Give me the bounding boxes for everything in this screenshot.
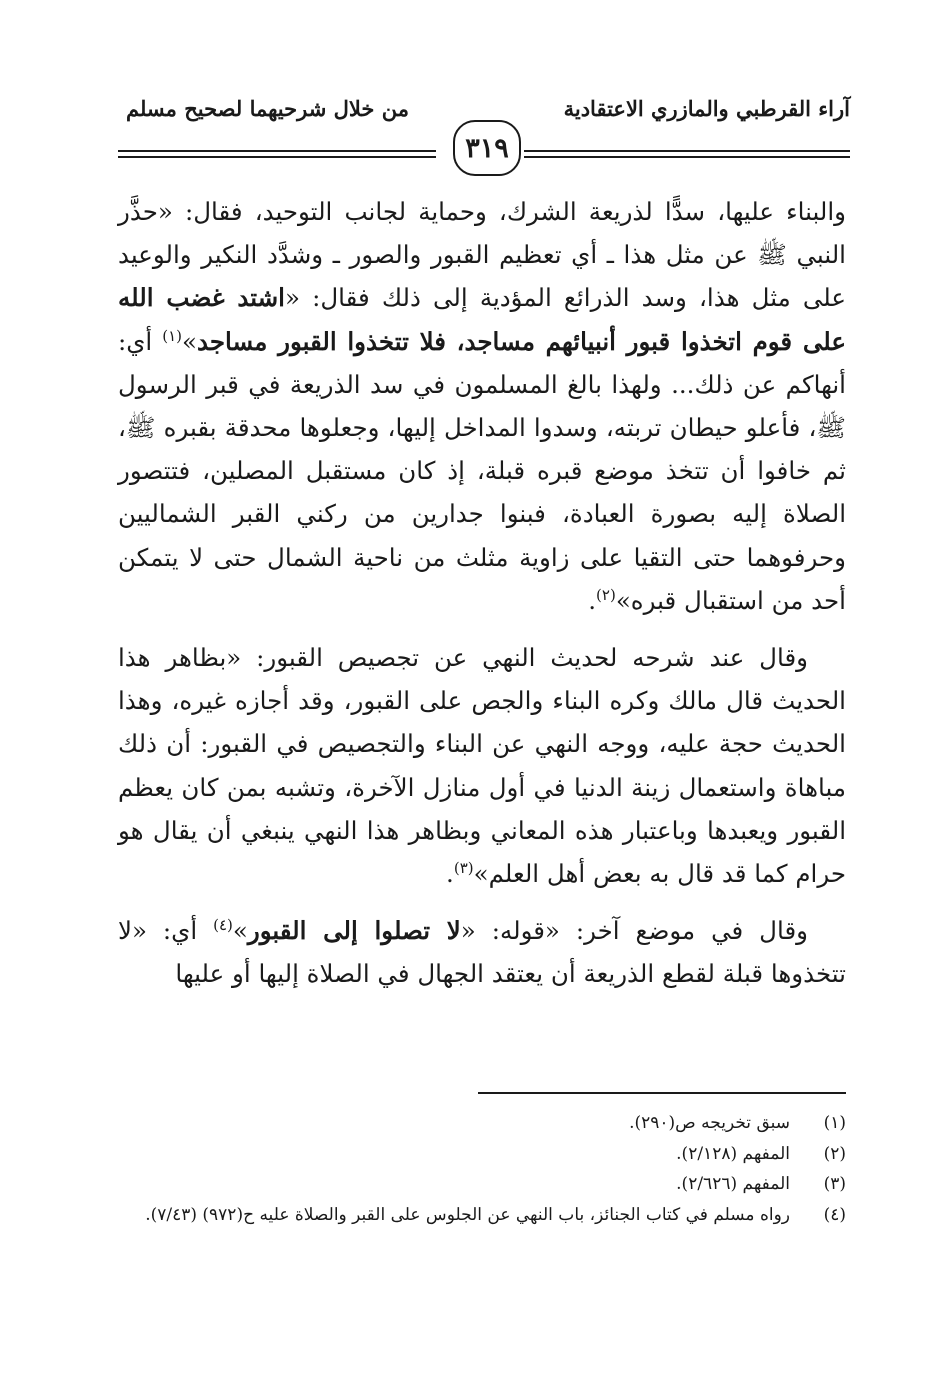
footnote-number: (٤) <box>823 1204 846 1225</box>
footnote-text: رواه مسلم في كتاب الجنائز، باب النهي عن الجلوس على القبر والصلاة عليه ح(٩٧٢) (٧/٤٣). <box>145 1204 790 1225</box>
header-rule-right-top <box>524 150 850 152</box>
footnote-number: (٢) <box>823 1143 846 1164</box>
p1-hadith-quote: اشتد غضب الله على قوم اتخذوا قبور أنبيائهم مساجد، فلا تتخذوا القبور مساجد <box>118 283 846 356</box>
footnote-text: المفهم (٢/٦٢٦). <box>676 1174 790 1194</box>
p1-text-a: والبناء عليها، سدًّا لذريعة الشرك، وحماية لجانب التوحيد، فقال: «حذَّر النبي ﷺ عن مثل هذا ـ أي تعظيم القبور والصور ـ وشدَّد النكير والوعيد على مثل هذا، وسد الذرائع المؤدية إلى ذلك فقال: « <box>118 197 846 313</box>
footnote-number: (٣) <box>823 1174 846 1194</box>
header-rule-left-bottom <box>118 156 436 158</box>
paragraph-1 <box>118 190 846 622</box>
page-number: ٣١٩ <box>453 120 521 176</box>
p1-text-d: . <box>588 585 597 615</box>
footnote-3 <box>100 1169 846 1200</box>
main-text <box>118 190 846 996</box>
footnote-ref-1: (١) <box>162 326 182 345</box>
footnote-ref-3: (٣) <box>453 858 474 877</box>
footnotes <box>100 1108 846 1230</box>
p3-hadith-quote: لا تصلوا إلى القبور <box>247 916 461 946</box>
footnote-4 <box>100 1200 846 1231</box>
footnote-text: سبق تخريجه ص(٢٩٠). <box>629 1113 790 1133</box>
footnote-2 <box>100 1139 846 1170</box>
paragraph-3 <box>118 909 846 995</box>
header-rule-left-top <box>118 150 436 152</box>
footnote-text: المفهم (٢/١٢٨). <box>676 1143 790 1164</box>
footnote-number: (١) <box>823 1113 846 1133</box>
header-rule-right-bottom <box>524 156 850 158</box>
p1-text-b: » <box>181 326 197 356</box>
p1-text-c: أي: أنهاكم عن ذلك... ولهذا بالغ المسلمون في سد الذريعة في قبر الرسول ﷺ، فأعلو حيطان تربته، وسدوا المداخل إليها، وجعلوها محدقة بقبره ﷺ، ثم خافوا أن تتخذ موضع قبره قبلة، إذ كان مستقبل المصلين، فتتصور الصلاة إليه بصورة العبادة، فبنوا جدارين من ركني القبر الشماليين وحرفوهما حتى التقيا على زاوية مثلث من ناحية الشمال حتى لا يتمكن أحد من استقبال قبره» <box>118 326 846 615</box>
p2-text-a: وقال عند شرحه لحديث النهي عن تجصيص القبور: «بظاهر هذا الحديث قال مالك وكره البناء والجص على القبور، وقد أجازه غيره، وهذا الحديث حجة عليه، ووجه النهي عن البناء والتجصيص في القبور: أن ذلك مباهاة واستعمال زينة الدنيا في أول منازل الآخرة، وتشبه بمن كان يعظم القبور ويعبدها وباعتبار هذه المعاني وبظاهر هذا النهي ينبغي أن يقال هو حرام كما قد قال به بعض أهل العلم» <box>118 643 846 889</box>
p2-text-b: . <box>446 859 454 889</box>
book-title: آراء القرطبي والمازري الاعتقادية <box>563 96 850 121</box>
footnote-separator <box>478 1092 846 1094</box>
footnote-ref-4: (٤) <box>213 916 233 935</box>
book-subtitle: من خلال شرحيهما لصحيح مسلم <box>126 96 409 121</box>
p3-text-c: أي: «لا تتخذوها قبلة لقطع الذريعة أن يعتقد الجهال في الصلاة إليها أو عليها <box>118 916 846 989</box>
paragraph-2 <box>118 636 846 895</box>
running-header <box>118 96 850 186</box>
footnote-ref-2: (٢) <box>596 585 616 604</box>
p3-text-b: » <box>232 916 248 946</box>
footnote-1 <box>100 1108 846 1139</box>
p3-text-a: وقال في موضع آخر: «قوله: « <box>460 916 808 946</box>
